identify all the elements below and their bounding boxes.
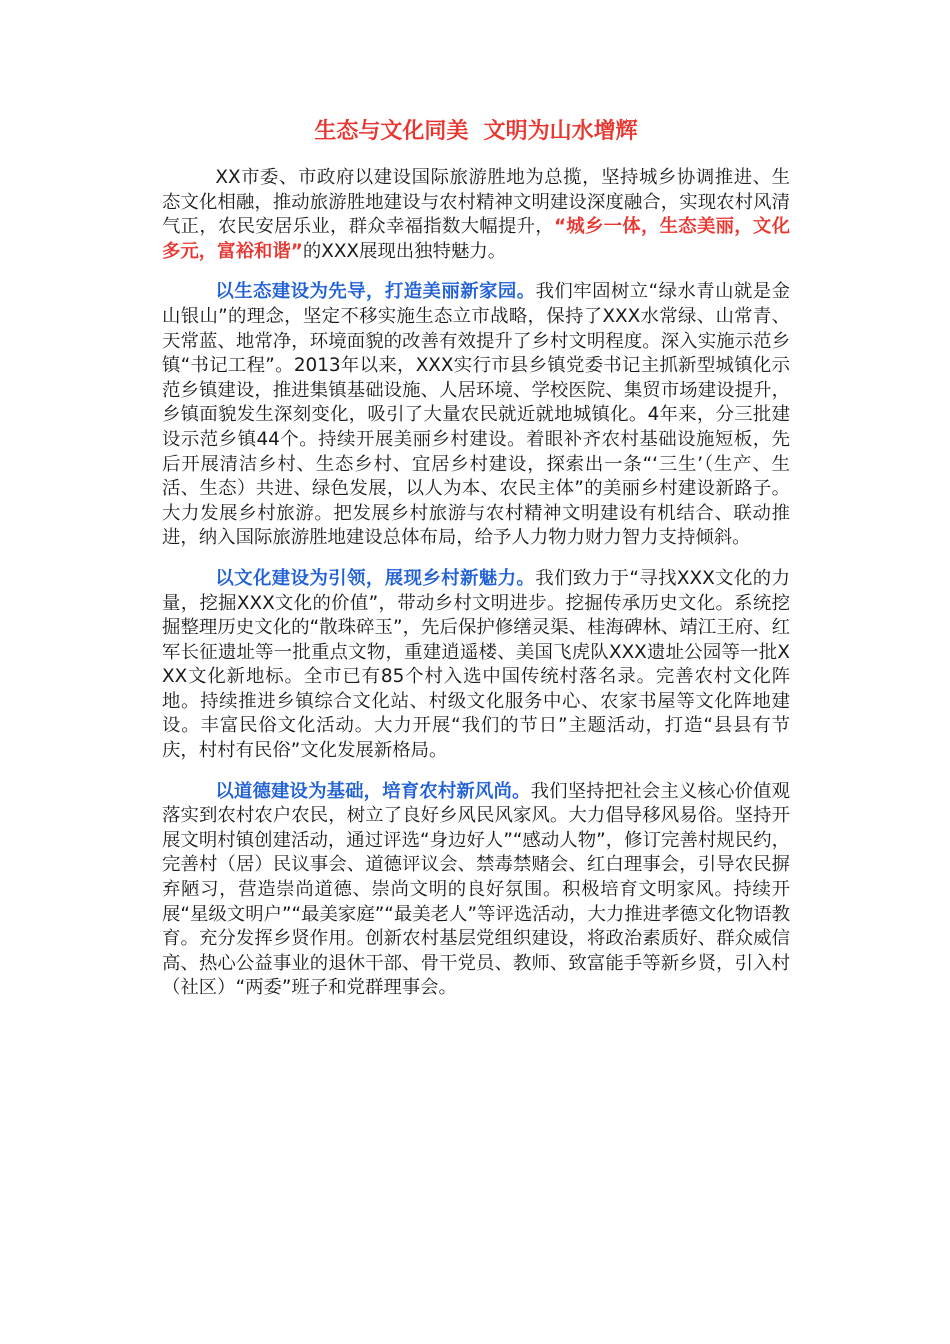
intro-paragraph <box>162 166 790 264</box>
section-culture-body: 我们致力于“寻找XXX文化的力量，挖掘XXX文化的价值”，带动乡村文明进步。挖掘传承历史文化。系统挖掘整理历史文化的“散珠碎玉”，先后保护修缮灵渠、桂海碑林、靖江王府、红军长征遗址等一批重点文物，重建逍遥楼、美国飞虎队XXX遗址公园等一批XXX文化新地标。全市已有85个村入选中国传统村落名录。完善农村文化阵地。持续推进乡镇综合文化站、村级文化服务中心、农家书屋等文化阵地建设。丰富民俗文化活动。大力开展“我们的节日”主题活动，打造“县县有节庆，村村有民俗”文化发展新格局。 <box>162 567 790 762</box>
section-morality-heading: 以道德建设为基础，培育农村新风尚。 <box>215 780 531 802</box>
section-morality <box>162 780 790 1001</box>
section-ecology-heading: 以生态建设为先导，打造美丽新家园。 <box>215 281 536 303</box>
intro-highlight: “城乡一体，生态美丽，文化多元，富裕和谐” <box>162 216 790 262</box>
document-page <box>162 116 790 1017</box>
section-ecology-body: 我们牢固树立“绿水青山就是金山银山”的理念，坚定不移实施生态立市战略，保持了XXX水常绿、山常青、天常蓝、地常净，环境面貌的改善有效提升了乡村文明程度。深入实施示范乡镇“书记工程”。2013年以来，XXX实行市县乡镇党委书记主抓新型城镇化示范乡镇建设，推进集镇基础设施、人居环境、学校医院、集贸市场建设提升，乡镇面貌发生深刻变化，吸引了大量农民就近就地城镇化。4年来，分三批建设示范乡镇44个。持续开展美丽乡村建设。着眼补齐农村基础设施短板，先后开展清洁乡村、生态乡村、宜居乡村建设，探索出一条“‘三生’（生产、生活、生态）共进、绿色发展，以人为本、农民主体”的美丽乡村建设新路子。大力发展乡村旅游。把发展乡村旅游与农村精神文明建设有机结合、联动推进，纳入国际旅游胜地建设总体布局，给予人力物力财力智力支持倾斜。 <box>162 281 790 549</box>
document-title: 生态与文化同美 文明为山水增辉 <box>314 119 638 144</box>
section-morality-body: 我们坚持把社会主义核心价值观落实到农村农户农民，树立了良好乡风民风家风。大力倡导移风易俗。坚持开展文明村镇创建活动，通过评选“身边好人”“感动人物”，修订完善村规民约，完善村（居）民议事会、道德评议会、禁毒禁赌会、红白理事会，引导农民摒弃陋习，营造崇尚道德、崇尚文明的良好氛围。积极培育文明家风。持续开展“星级文明户”“最美家庭”“最美老人”等评选活动，大力推进孝德文化物语教育。充分发挥乡贤作用。创新农村基层党组织建设，将政治素质好、群众威信高、热心公益事业的退休干部、骨干党员、教师、致富能手等新乡贤，引入村（社区）“两委”班子和党群理事会。 <box>162 780 790 999</box>
section-culture <box>162 567 790 764</box>
intro-tail: 的XXX展现出独特魅力。 <box>302 240 507 262</box>
section-ecology <box>162 280 790 551</box>
intro-lead: XX市委、市政府以建设国际旅游胜地为总揽，坚持城乡协调推进、生态文化相融，推动旅游胜地建设与农村精神文明建设深度融合，实现农村风清气正，农民安居乐业，群众幸福指数大幅提升， <box>162 167 790 238</box>
section-culture-heading: 以文化建设为引领，展现乡村新魅力。 <box>215 567 536 589</box>
